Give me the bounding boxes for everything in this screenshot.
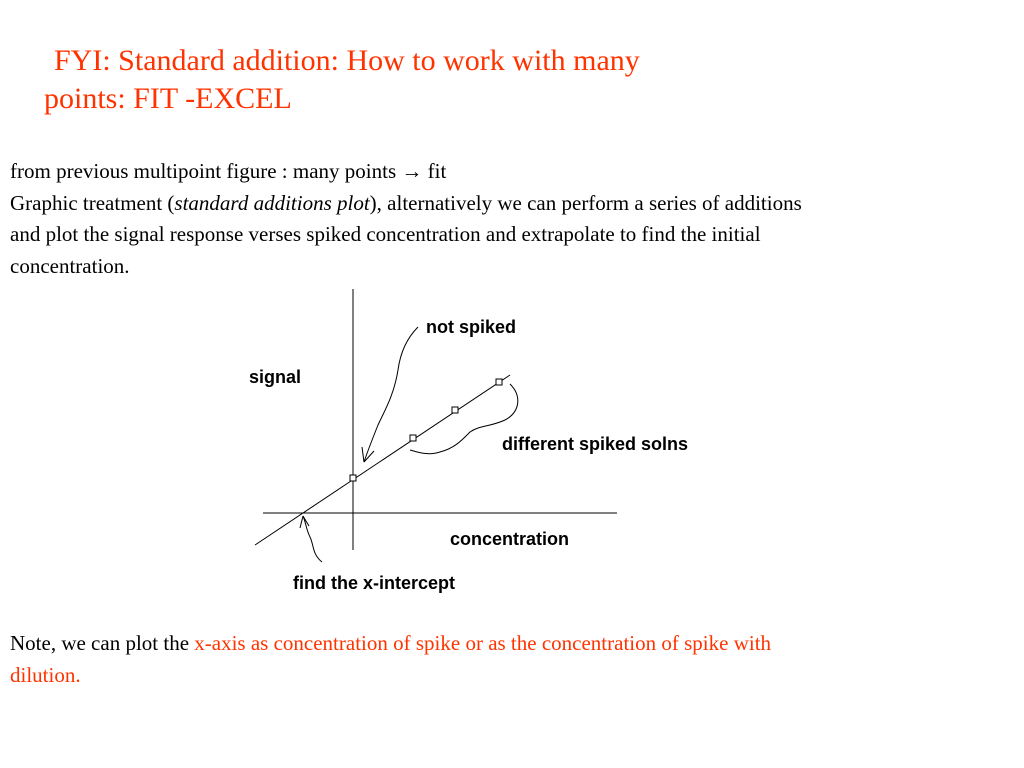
- data-point-unspiked: [350, 475, 356, 481]
- body-line-1-start: from previous multipoint figure : many points: [10, 159, 402, 183]
- data-point-spike-1: [410, 435, 416, 441]
- note-paragraph: [10, 628, 1010, 691]
- note-highlight-2: dilution.: [10, 662, 81, 687]
- body-line-4: concentration.: [10, 253, 130, 278]
- right-arrow-icon: →: [401, 159, 423, 183]
- title-line-2: points: FIT -EXCEL: [44, 82, 292, 115]
- data-point-spike-3: [496, 379, 502, 385]
- label-not-spiked: not spiked: [426, 317, 517, 337]
- data-point-spike-2: [452, 407, 458, 413]
- intercept-arrow: [303, 516, 322, 562]
- body-line-3: and plot the signal response verses spiked concentration and extrapolate to find the initial: [10, 222, 761, 246]
- label-signal: signal: [249, 367, 302, 387]
- label-spiked-solutions: different spiked solns: [502, 434, 689, 454]
- body-line-2-italic: standard additions plot: [174, 190, 370, 215]
- note-prefix: Note, we can plot the: [10, 631, 195, 655]
- not-spiked-arrowhead: [362, 447, 374, 462]
- note-highlight-1: x-axis as concentration of spike or as the concentration of spike with: [194, 631, 772, 655]
- label-concentration: concentration: [450, 529, 570, 549]
- label-x-intercept: find the x-intercept: [293, 573, 456, 593]
- fit-line: [255, 375, 510, 545]
- body-line-2-end: ), alternatively we can perform a series of additions: [369, 190, 802, 215]
- intercept-arrowhead: [300, 516, 309, 528]
- body-line-1-end: fit: [422, 159, 447, 183]
- title-line-1: FYI: Standard addition: How to work with many: [54, 44, 640, 77]
- body-line-2-start: Graphic treatment (: [10, 190, 175, 215]
